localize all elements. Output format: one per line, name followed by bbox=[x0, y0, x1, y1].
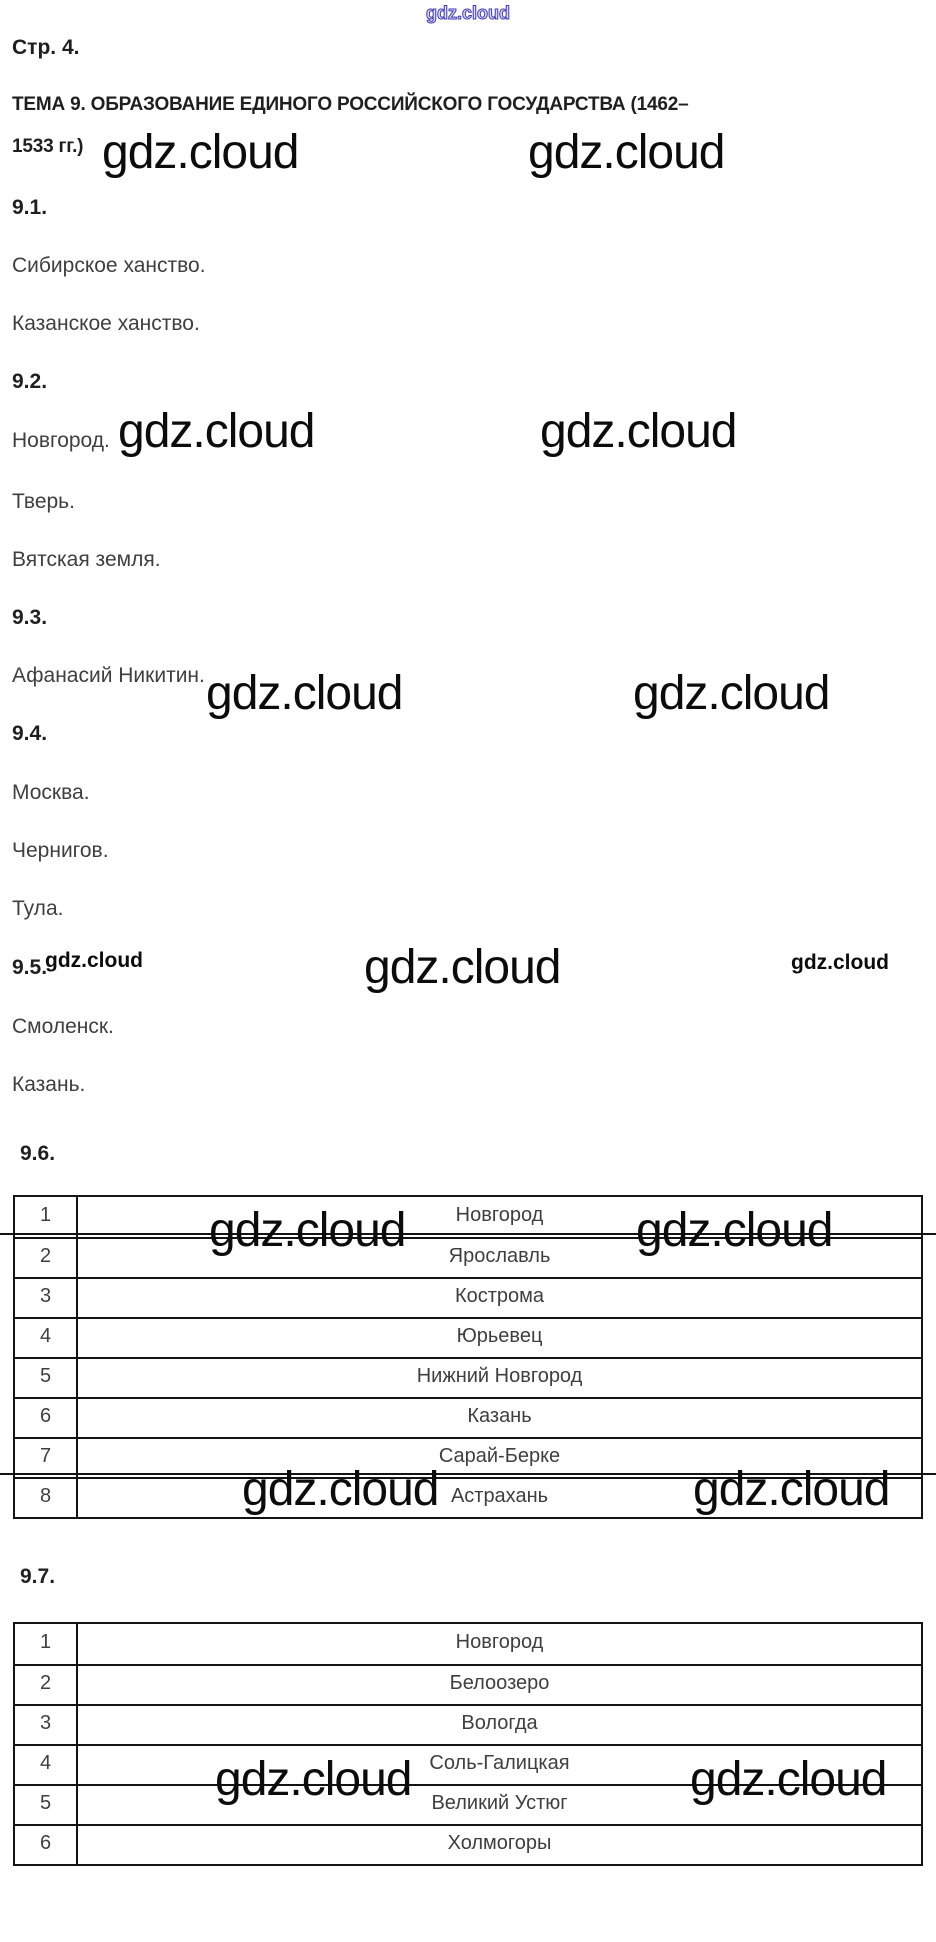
city-cell: Кострома bbox=[454, 1284, 545, 1307]
city-cell: Юрьевец bbox=[456, 1324, 543, 1347]
row-number-cell: 6 bbox=[15, 1399, 78, 1437]
city-cell: Новгород bbox=[455, 1203, 544, 1226]
section-label-9-5: 9.5. bbox=[12, 956, 48, 979]
gdz-cloud-watermark-top: gdz.cloud bbox=[426, 3, 510, 23]
answers-table-9-7 bbox=[13, 1622, 923, 1866]
answer-line: Казань. bbox=[12, 1073, 86, 1096]
city-cell: Казань bbox=[467, 1404, 532, 1427]
gdz-cloud-watermark-small: gdz.cloud bbox=[45, 949, 143, 972]
row-number-cell: 1 bbox=[15, 1197, 78, 1237]
gdz-cloud-watermark: gdz.cloud bbox=[364, 941, 561, 994]
gdz-cloud-watermark: gdz.cloud bbox=[102, 126, 299, 179]
answer-line: Москва. bbox=[12, 781, 90, 804]
answer-line: Сибирское ханство. bbox=[12, 254, 206, 277]
table-row bbox=[15, 1277, 921, 1317]
section-label-9-4: 9.4. bbox=[12, 722, 48, 745]
row-number-cell: 6 bbox=[15, 1826, 78, 1864]
row-number-cell: 4 bbox=[15, 1319, 78, 1357]
gdz-cloud-watermark: gdz.cloud bbox=[209, 1204, 406, 1257]
row-number-cell: 4 bbox=[15, 1746, 78, 1784]
section-label-9-6: 9.6. bbox=[20, 1142, 56, 1165]
gdz-cloud-watermark: gdz.cloud bbox=[242, 1463, 439, 1516]
section-label-9-7: 9.7. bbox=[20, 1565, 56, 1588]
answer-line: Вятская земля. bbox=[12, 548, 161, 571]
row-number-cell: 3 bbox=[15, 1706, 78, 1744]
gdz-cloud-watermark: gdz.cloud bbox=[540, 405, 737, 458]
city-cell: Новгород bbox=[455, 1630, 544, 1653]
row-number-cell: 7 bbox=[15, 1439, 78, 1477]
city-cell: Ярославль bbox=[448, 1244, 551, 1267]
row-number-cell: 3 bbox=[15, 1279, 78, 1317]
gdz-cloud-watermark: gdz.cloud bbox=[693, 1463, 890, 1516]
row-number-cell: 5 bbox=[15, 1786, 78, 1824]
answer-line: Чернигов. bbox=[12, 839, 109, 862]
gdz-cloud-watermark: gdz.cloud bbox=[528, 126, 725, 179]
table-row bbox=[15, 1704, 921, 1744]
gdz-cloud-watermark: gdz.cloud bbox=[690, 1753, 887, 1806]
gdz-cloud-watermark-small: gdz.cloud bbox=[791, 951, 889, 974]
gdz-cloud-watermark: gdz.cloud bbox=[636, 1204, 833, 1257]
answer-line: Тула. bbox=[12, 897, 64, 920]
gdz-cloud-watermark: gdz.cloud bbox=[118, 405, 315, 458]
row-number-cell: 8 bbox=[15, 1479, 78, 1517]
row-number-cell: 2 bbox=[15, 1239, 78, 1277]
answer-line: Смоленск. bbox=[12, 1015, 114, 1038]
table-row bbox=[15, 1317, 921, 1357]
table-row bbox=[15, 1664, 921, 1704]
gdz-cloud-watermark: gdz.cloud bbox=[215, 1753, 412, 1806]
section-label-9-2: 9.2. bbox=[12, 370, 48, 393]
city-cell: Сарай-Берке bbox=[438, 1444, 561, 1467]
table-row bbox=[15, 1397, 921, 1437]
gdz-cloud-watermark: gdz.cloud bbox=[633, 667, 830, 720]
city-cell: Нижний Новгород bbox=[416, 1364, 583, 1387]
table-row bbox=[15, 1624, 921, 1664]
topic-title-line1: ТЕМА 9. ОБРАЗОВАНИЕ ЕДИНОГО РОССИЙСКОГО ГОСУДАРСТВА (1462– bbox=[12, 94, 689, 115]
section-label-9-1: 9.1. bbox=[12, 196, 48, 219]
row-number-cell: 1 bbox=[15, 1624, 78, 1664]
answer-line: Казанское ханство. bbox=[12, 312, 200, 335]
city-cell: Астрахань bbox=[450, 1484, 549, 1507]
city-cell: Великий Устюг bbox=[431, 1791, 568, 1814]
section-label-9-3: 9.3. bbox=[12, 606, 48, 629]
table-row bbox=[15, 1357, 921, 1397]
city-cell: Белоозеро bbox=[449, 1671, 550, 1694]
row-number-cell: 2 bbox=[15, 1666, 78, 1704]
answer-line: Новгород. bbox=[12, 429, 110, 452]
city-cell: Соль-Галицкая bbox=[429, 1751, 570, 1774]
city-cell: Вологда bbox=[461, 1711, 538, 1734]
topic-title-line2: 1533 гг.) bbox=[12, 136, 84, 157]
gdz-cloud-watermark: gdz.cloud bbox=[206, 667, 403, 720]
answer-line: Тверь. bbox=[12, 490, 75, 513]
city-cell: Холмогоры bbox=[447, 1831, 552, 1854]
answer-line: Афанасий Никитин. bbox=[12, 664, 205, 687]
row-number-cell: 5 bbox=[15, 1359, 78, 1397]
table-row bbox=[15, 1824, 921, 1864]
page-number-label: Стр. 4. bbox=[12, 36, 80, 59]
